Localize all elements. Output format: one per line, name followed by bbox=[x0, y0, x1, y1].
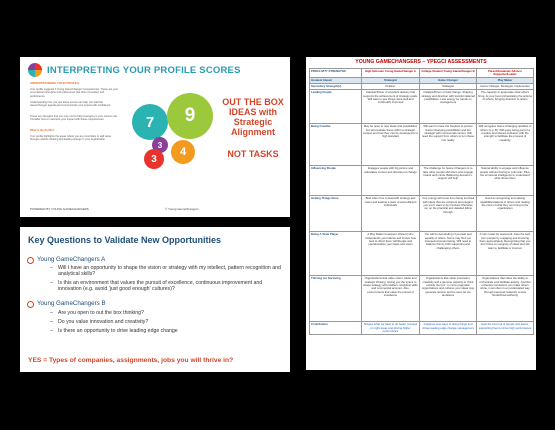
table-row bbox=[310, 232, 534, 276]
question-item: – Do you value innovation and creativity? bbox=[58, 319, 283, 325]
table-cell: Strategist bbox=[420, 84, 477, 90]
slide-title: Key Questions to Validate New Opportunities bbox=[28, 235, 222, 245]
row-label: Getting Things Done bbox=[310, 196, 362, 232]
paragraph: Understanding how you use these scores can help you lead the GameChanger agenda and communicate your impact with confidence. bbox=[30, 101, 112, 108]
table-cell: A role model for teamwork. Gets the best from people by engaging and involving them appropriately. Recognizing that you don't have a monopoly of ideas and will want to facilitate or improve bbox=[477, 232, 534, 276]
section-label: Young GameChangers A bbox=[37, 256, 106, 263]
table-cell: You will be demanding of yourself and equally of others. Some may find you intense/uncompromising. Will need to balance this by both supporting and challenging others bbox=[420, 232, 477, 276]
section-label: Young GameChangers B bbox=[37, 300, 106, 307]
table-row bbox=[310, 196, 534, 232]
footer-right: © Young GameChangers bbox=[165, 207, 199, 211]
header-cell: High Schooler Young GameChanger A bbox=[362, 69, 420, 78]
table-cell: Gets the best out of people and teams, supporting them to drive high performance bbox=[477, 322, 534, 335]
score-circle: 3 bbox=[152, 137, 168, 153]
table-cell: Game Changer, Strategist, Implementer bbox=[477, 84, 534, 90]
row-label: Leading People bbox=[310, 90, 362, 124]
profile-scores-slide bbox=[20, 57, 290, 217]
table-header-row bbox=[310, 69, 534, 78]
question-item: – Are you open to out the box thinking? bbox=[58, 310, 283, 316]
table-cell: Organizations that value vision, ideas and strategic thinking. Giving you the space to shape strategy with intellect, analytical skills and commercial acumen. Also, environments that value the pursuit of excellence bbox=[362, 276, 420, 322]
score-circle: 3 bbox=[144, 149, 164, 169]
out-box-callout: OUT THE BOX IDEAS with Strategic Alignment bbox=[222, 97, 284, 137]
header-cell: PROCLIVITY STRENGTHS bbox=[310, 69, 362, 78]
question-item: – Is this an environment that values the pursuit of excellence, continuous improvement and innovation (e.g. avoid 'just good enough' cultures)? bbox=[58, 280, 283, 293]
score-circle: 4 bbox=[171, 140, 195, 164]
row-label: Secondary Strength(s) bbox=[310, 84, 362, 90]
row-label: Being A Team Player bbox=[310, 232, 362, 276]
table-cell: Imagines new ways of doing things and drives leading edge change management bbox=[420, 322, 477, 335]
assessment-table bbox=[309, 68, 534, 335]
table-cell: Your energy will come from being involved with ideas that are coherent and elegant; you won't want to be involved otherwise nor on the practical and detailed follow through bbox=[420, 196, 477, 232]
paragraph: These are strengths that you may not be fully leveraging in your current role. Consider how to maximize your impact with these competencies. bbox=[30, 115, 118, 122]
paragraph: Your profile suggests 3 Young GameChanger Competencies. These are your most distinct strengths and preferences that drive innovation and performance. bbox=[30, 88, 119, 98]
table-cell: The capacity to appreciate what others bring. At your best orchestrating the actions of others, bringing direction to action bbox=[477, 90, 534, 124]
bullet-icon bbox=[27, 301, 34, 308]
table-row bbox=[310, 276, 534, 322]
row-label: Thriving not Surviving bbox=[310, 276, 362, 322]
bullet-icon bbox=[27, 257, 34, 264]
slide-header bbox=[28, 63, 241, 77]
table-cell: Play Maker bbox=[477, 78, 534, 84]
table-cell: Natural ability to engage and influence people without having to 'pull rank'. Plus, the emotional intelligence to understand what drives them bbox=[477, 166, 534, 196]
not-tasks-callout: NOT TASKS bbox=[227, 149, 279, 159]
key-questions-slide bbox=[20, 227, 290, 372]
footer-left: POWERED BY YOUNG GAMECHANGERS bbox=[30, 207, 89, 211]
table-cell: May be open to new ideas and possibilities but will evaluate these within a strategic context and how they can be developed to a high standard bbox=[362, 124, 420, 166]
yes-summary: YES = Types of companies, assignments, jobs you will thrive in? bbox=[28, 357, 234, 364]
table-title: YOUNG GAMECHANGERS – YPEGCI ASSESSMENTS bbox=[355, 59, 487, 65]
table-cell: Best when free to lead with strategy and vision and leading a team of self-sufficient individuals bbox=[362, 196, 420, 232]
table-cell: Will recognise Game Changing qualities in others (e.g. B). Will enjoy being part of a creative and shared endeavor with the strength to facilitate the process of creativity bbox=[477, 124, 534, 166]
row-label: Greatest Impact bbox=[310, 78, 362, 84]
row-label: Influencing People bbox=[310, 166, 362, 196]
table-cell: Engages people with big picture and articulates context and direction of change bbox=[362, 166, 420, 196]
logo-icon bbox=[28, 63, 42, 77]
table-cell: Polisher bbox=[362, 84, 420, 90]
table-cell: Organizations that value the ability to orchestrate and facilitate activity. Just like orchestra conductors you make others shine, most often in an understated way through personal networks versus hierarchical authority bbox=[477, 276, 534, 322]
subheading: UNDERSTANDING YOUR PROFILE bbox=[30, 81, 80, 85]
question-item: – Is there an opportunity to drive leading edge change bbox=[58, 328, 283, 334]
table-cell: Catalyst/Driver of excellent delivery that supports the achievement of strategic goals. Will want to see things done well and continually improved bbox=[362, 90, 420, 124]
row-label: Contribution bbox=[310, 322, 362, 335]
table-cell: Will want to have the freedom to pursue Game Changing possibilities and are strategic with commercial context. Will need the support from others to turn these into reality bbox=[420, 124, 477, 166]
table-cell: Good at recognizing and valuing capabilities/talents of others and making the most of what they can bring to the organization bbox=[477, 196, 534, 232]
table-row bbox=[310, 322, 534, 335]
table-cell: Strategist bbox=[362, 78, 420, 84]
table-cell: The challenge for Game Changers is to take other people with them and engage hearts and minds. Balancing demand v. support will help bbox=[420, 166, 477, 196]
table-cell: Shapes what we have to do better, focused on right areas and driving higher performance bbox=[362, 322, 420, 335]
table-row bbox=[310, 90, 534, 124]
question-item: – Will I have an opportunity to shape the vision or strategy with my intellect, pattern recognition and analytical skills? bbox=[58, 265, 283, 278]
row-label: Being Creative bbox=[310, 124, 362, 166]
table-cell: Organizations that value innovation, creativity and a genuine capacity to 'think outside the box'. In more pragmatic organizations and cultures your ideas may generate tension and be seen as too ambitious bbox=[420, 276, 477, 322]
table-cell: A Play Maker boss/peer (Parent) who understands your talents and knows how best to direct them will liberate and operationalize your ideas and vision bbox=[362, 232, 420, 276]
assessment-table-slide bbox=[306, 57, 536, 370]
paragraph: Your profile highlights the areas where you are most likely to add value through creative thinking and leading change in your organization. bbox=[30, 135, 112, 142]
table-cell: Catalyst/Driver of bold change. Shaping strategy and direction with transformational possibilities. Less energy for hands on management bbox=[420, 90, 477, 124]
score-circle: 7 bbox=[132, 104, 168, 140]
score-circle: 9 bbox=[167, 93, 213, 139]
header-cell: College Student Young GameChanger B bbox=[420, 69, 477, 78]
table-row bbox=[310, 166, 534, 196]
header-cell: Parent/Academic Advisor Supporter/Leader bbox=[477, 69, 534, 78]
paragraph-heading: What is the Profile? bbox=[30, 129, 55, 132]
table-cell: Game Changer bbox=[420, 78, 477, 84]
table-row bbox=[310, 124, 534, 166]
slide-title: INTERPRETING YOUR PROFILE SCORES bbox=[47, 64, 241, 76]
